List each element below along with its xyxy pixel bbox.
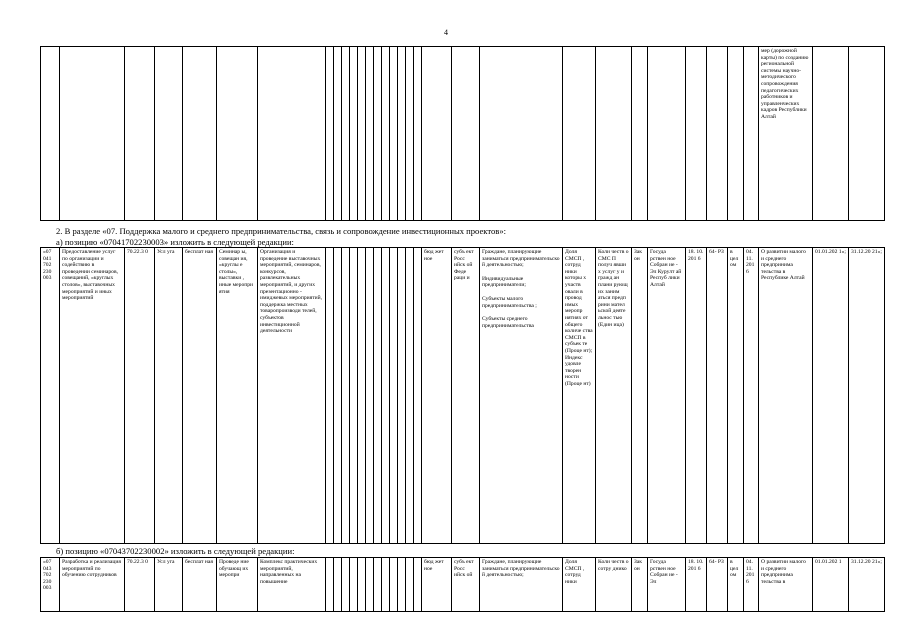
cell-subtype: Проведе ние обучающ их меропри [217, 558, 258, 612]
cell-target-text: мер (дорожной карты) по созданию региональной системы научно-методического сопровождения педагогических работников и управленческих кадров Республики Алтай [759, 47, 813, 221]
table-row [41, 248, 885, 544]
cell-law-scope: в цел ом [728, 248, 744, 544]
cell-founder: субъ ект Росс ийск ой Феде раци и [452, 248, 480, 544]
cell-budget: бюд жет ное [422, 558, 452, 612]
consumer-item: Граждане, планирующие заниматься предпринимательско й деятельностью; [482, 559, 560, 579]
consumer-item: Субъекты среднего предпринимательства [482, 316, 534, 329]
cell-law-body: Госуда рствен ное Собран ие - Эл Курулт ай Респуб лики Алтай [648, 248, 686, 544]
registry-table-continuation [40, 46, 885, 221]
cell-content: Организация и проведение выставочных мероприятий, семинаров, конкурсов, развлекательных мероприятий, и других презентационно - имиджевых мероприятий, поддержка местных товаропроизводи телей, субъектов инвестиционной деятельности [258, 248, 326, 544]
cell-okved: 70.22.3 0 [125, 248, 155, 544]
cell-law-number: 64- РЗ [707, 248, 728, 544]
cell-date-start: 01.01.202 1»; [813, 248, 849, 544]
cell-law-effective: 04. 11. 201 6 [744, 558, 759, 612]
cell-date-end: 31.12.20 21»; [849, 248, 885, 544]
cell-type: Усл уга [155, 248, 183, 544]
cell-name: Разработка и реализация мероприятий по обучению сотрудников [60, 558, 125, 612]
cell-law-type: Зак он [632, 558, 648, 612]
consumer-item: Индивидуальные предприниматели; [482, 275, 526, 289]
page-number: 4 [444, 28, 448, 37]
section-heading: 2. В разделе «07. Поддержка малого и среднего предпринимательства, связь и сопровождение инвестиционных проектов»: [56, 226, 507, 236]
cell-date-start: 01.01.202 1 [813, 558, 849, 612]
table-row [41, 47, 885, 221]
cell-law-type: Зак он [632, 248, 648, 544]
cell-law-number: 64- РЗ [707, 558, 728, 612]
cell-consumers [480, 248, 563, 544]
cell-code: «07 043 702 230 003 [41, 558, 60, 612]
cell-name: Предоставление услуг по организации и содействию в проведении семинаров, совещаний, «круглых столов», выставочных мероприятий и иных мероприятий [60, 248, 125, 544]
cell-indicator-volume: Коли честв о сотру днико [596, 558, 632, 612]
consumer-item: Граждане, планирующие заниматься предпринимательско й деятельностью; [482, 249, 560, 269]
cell-budget: бюд жет ное [422, 248, 452, 544]
cell-law-effective: 04. 11. 201 6 [744, 248, 759, 544]
cell-law-name: О развитии малого и среднего предпринима тельства в [759, 558, 813, 612]
cell-subtype: Семинар ы, совещан ия, «круглы е столы», выставки , иные меропри ятия [217, 248, 258, 544]
cell-law-scope: в цел ом [728, 558, 744, 612]
registry-table-item-b [40, 557, 885, 612]
cell-okved: 70.22.3 0 [125, 558, 155, 612]
cell-indicator-quality: Доля СМСП , сотруд ники которы х участв овали в провод имых меропр иятиях от общего количе ства СМСП в субъек те (Проце нт); Индекс удовле творен ности (Проце нт) [563, 248, 596, 544]
cell-law-body: Госуда рствен ное Собран ие - Эл [648, 558, 686, 612]
registry-table-item-a [40, 247, 885, 544]
cell-code: «07 041 702 230 003 [41, 248, 60, 544]
cell-indicator-volume: Коли честв о СМС П получ явши х услуг у и гражд ан плани рующ их заним аться предп рини мател ьской деяте льнос тью (Един ица) [596, 248, 632, 544]
item-a-heading: а) позицию «07041702230003» изложить в следующей редакции: [56, 237, 294, 247]
cell-founder: субъ ект Росс ийск ой [452, 558, 480, 612]
table-row [41, 558, 885, 612]
consumer-item: Субъекты малого предпринимательства ; [482, 295, 537, 309]
cell-law-date: 18. 10. 201 6 [686, 248, 707, 544]
cell-content: Комплекс практических мероприятий, направленных на повышение [258, 558, 326, 612]
cell-pay: бесплат ная [183, 248, 217, 544]
cell-date-end: 31.12.20 21»; [849, 558, 885, 612]
cell-indicator-quality: Доля СМСП , сотруд ники [563, 558, 596, 612]
cell-type: Усл уга [155, 558, 183, 612]
item-b-heading: б) позицию «07043702230002» изложить в следующей редакции: [56, 546, 295, 556]
cell-pay: бесплат ная [183, 558, 217, 612]
cell-consumers [480, 558, 563, 612]
cell-law-name: О развитии малого и среднего предпринима тельства в Республике Алтай [759, 248, 813, 544]
cell-law-date: 18. 10. 201 6 [686, 558, 707, 612]
